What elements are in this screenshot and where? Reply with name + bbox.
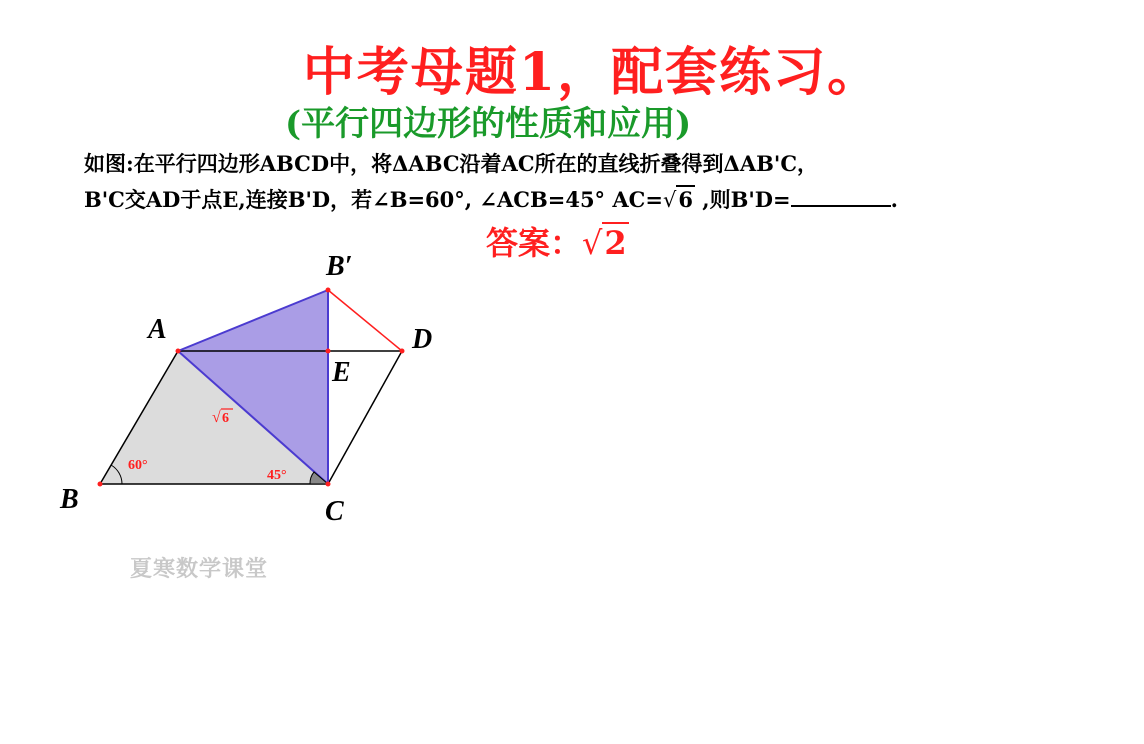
answer-radicand: 2 (604, 224, 627, 262)
problem-line-2-tail: ,则B'D= (695, 187, 791, 212)
point-c (326, 482, 331, 487)
ac-length-radicand: 6 (222, 411, 229, 426)
label-c: C (325, 496, 344, 527)
page-subtitle: (平行四边形的性质和应用) (285, 104, 692, 144)
watermark: 夏寒数学课堂 (130, 556, 269, 582)
problem-line-1: 如图:在平行四边形ABCD中，将ΔABC沿着AC所在的直线折叠得到ΔAB'C， (84, 151, 819, 176)
label-b-prime: B′ (326, 251, 353, 282)
angle-b-label: 60° (128, 458, 148, 473)
problem-line-2-text: B'C交AD于点E,连接B'D，若∠B=60°, ∠ACB=45° AC= (84, 187, 663, 212)
page-title: 中考母题1，配套练习。 (302, 42, 882, 103)
ac-sqrt: √6 (662, 187, 693, 212)
point-b-prime (326, 288, 331, 293)
problem-line-2-end: . (890, 187, 898, 212)
angle-c-label: 45° (267, 468, 287, 483)
svg-text:√: √ (212, 409, 221, 426)
answer-label: 答案： (486, 224, 583, 262)
point-d (400, 349, 405, 354)
point-a (176, 349, 181, 354)
label-e: E (332, 357, 351, 388)
point-b (98, 482, 103, 487)
label-b: B (60, 484, 79, 515)
point-e (326, 349, 331, 354)
label-d: D (412, 324, 433, 355)
segment-b-prime-d (328, 290, 402, 351)
label-a: A (148, 314, 167, 345)
ac-radicand: 6 (678, 187, 693, 212)
answer-sqrt: √2 (582, 224, 627, 262)
